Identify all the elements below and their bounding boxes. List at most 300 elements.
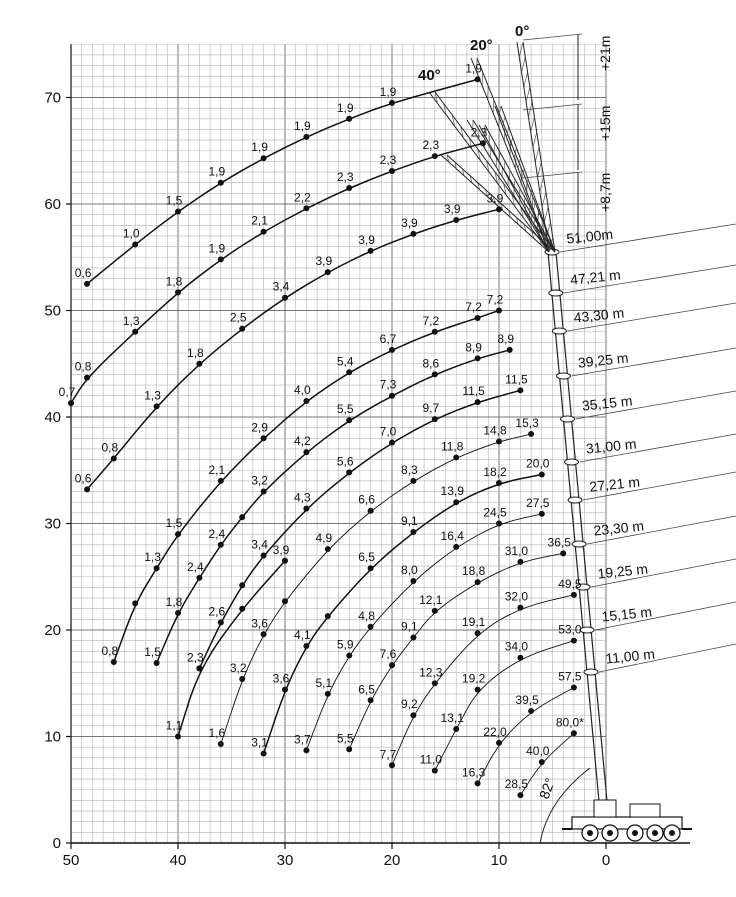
load-value-label: 13,9: [440, 484, 464, 499]
x-tick-label: 30: [276, 852, 294, 869]
load-value-label: 22,0: [483, 724, 507, 739]
load-value-label: 0,8: [101, 643, 119, 658]
boom-length-label: 43,30 m: [572, 304, 625, 326]
load-value-label: 5,4: [336, 354, 354, 369]
jib-short-lattice: [504, 161, 505, 170]
load-point: [303, 747, 309, 753]
load-point: [346, 469, 352, 475]
load-point: [261, 489, 267, 495]
boom-length-label: 19,25 m: [596, 560, 649, 582]
load-value-label: 36,5: [547, 535, 571, 550]
load-value-label: 11,8: [440, 439, 464, 454]
load-point: [539, 472, 545, 478]
load-value-label: 3,9: [358, 232, 375, 247]
load-value-label: 12,3: [419, 665, 443, 680]
boom-length-label: 31,00 m: [585, 435, 638, 457]
load-value-label: 1,0: [122, 226, 140, 241]
load-point: [475, 76, 481, 82]
load-value-label: 1,5: [144, 645, 161, 660]
load-value-label: 2,4: [187, 559, 204, 574]
boom-length-label: 51,00m: [565, 225, 614, 247]
load-point: [218, 741, 224, 747]
load-point: [453, 499, 459, 505]
load-point: [282, 598, 288, 604]
load-point: [282, 558, 288, 564]
load-value-label: 9,1: [401, 619, 418, 634]
load-point: [303, 449, 309, 455]
load-value-label: 4,8: [358, 608, 375, 623]
load-point: [453, 454, 459, 460]
load-point: [261, 155, 267, 161]
jib-angle-label: 0°: [515, 23, 530, 40]
load-value-label: 7,2: [486, 292, 504, 307]
boom-section-joint: [552, 328, 566, 334]
load-value-label: 1,5: [165, 193, 183, 208]
load-value-label: 7,2: [422, 313, 440, 328]
load-value-label: 8,9: [465, 340, 482, 355]
y-tick-label: 50: [44, 302, 61, 320]
load-value-label: 2,3: [422, 138, 440, 153]
truck-hub: [652, 830, 658, 836]
load-value-label: 1,3: [144, 550, 161, 565]
load-value-label: 3,4: [251, 537, 268, 552]
boom-length-label: 15,15 m: [600, 603, 653, 625]
load-value-label: 2,3: [470, 125, 488, 140]
load-point: [475, 780, 481, 786]
load-value-label: 16,4: [440, 528, 464, 543]
boom-section-joint: [568, 497, 582, 503]
load-value-label: 1,3: [122, 313, 140, 328]
x-tick-label: 20: [383, 852, 401, 869]
load-value-label: 11,5: [462, 384, 485, 399]
load-value-label: 1,9: [208, 164, 226, 179]
load-value-label: 3,7: [294, 732, 311, 747]
load-point: [475, 579, 481, 585]
jib-0deg-lattice: [522, 57, 526, 72]
load-value-label: 7,6: [379, 647, 397, 662]
load-value-label: 1,9: [251, 140, 268, 155]
load-value-label: 11,0: [419, 752, 443, 767]
load-point: [175, 531, 181, 537]
boom-section-joint: [572, 541, 586, 547]
load-point: [389, 393, 395, 399]
y-tick-label: 20: [44, 622, 61, 639]
jib-short-lattice: [489, 134, 490, 143]
load-point: [175, 208, 181, 214]
load-point: [410, 231, 416, 237]
load-point: [453, 544, 459, 550]
load-point: [368, 624, 374, 630]
load-point: [303, 506, 309, 512]
load-point: [410, 634, 416, 640]
load-value-label: 7,2: [465, 299, 482, 314]
load-curve: [87, 209, 499, 489]
load-point: [432, 608, 438, 614]
load-value-label: 53,0: [558, 622, 582, 637]
load-point: [346, 417, 352, 423]
boom-length-label: 11,00 m: [604, 645, 656, 667]
load-point: [475, 630, 481, 636]
boom-section-joint: [549, 290, 563, 296]
chart-grid: [71, 44, 606, 843]
load-value-label: 1,8: [165, 594, 183, 609]
load-value-label: 2,2: [294, 190, 311, 205]
truck-hub: [587, 830, 593, 836]
load-value-label: 0,6: [74, 265, 92, 280]
jib-extension-label: +8,7m: [597, 172, 613, 212]
y-tick-label: 30: [44, 515, 61, 533]
load-value-label: 1,9: [294, 118, 311, 133]
load-point: [325, 546, 331, 552]
load-point: [496, 308, 502, 314]
jib-extension-label: +15m: [597, 105, 613, 141]
load-point: [475, 399, 481, 405]
load-value-label: 11,5: [505, 372, 528, 387]
load-value-label: 1,9: [379, 84, 397, 99]
load-point: [368, 697, 374, 703]
load-point: [475, 687, 481, 693]
y-tick-label: 10: [44, 728, 61, 746]
load-point: [346, 185, 352, 191]
load-value-label: 3,1: [251, 735, 268, 750]
load-value-label: 3,2: [251, 473, 268, 488]
x-tick-label: 10: [490, 852, 508, 869]
load-value-label: 57,5: [558, 669, 582, 684]
load-value-label: 12,1: [419, 592, 443, 607]
boom-section-joint: [584, 669, 598, 675]
boom-section-joint: [580, 627, 594, 633]
load-value-label: 19,2: [461, 671, 486, 686]
load-value-label: 1,8: [165, 274, 183, 289]
load-point: [239, 326, 245, 332]
load-point: [475, 315, 481, 321]
y-tick-label: 40: [44, 409, 61, 426]
x-tick-label: 0: [601, 852, 611, 869]
load-point: [528, 708, 534, 714]
load-point: [84, 375, 90, 381]
load-value-label: 27,5: [526, 495, 550, 510]
boom-section-joint: [557, 373, 571, 379]
boom-length-label: 39,25 m: [577, 349, 630, 371]
boom-length-label: 47,21 m: [569, 266, 622, 288]
boom-length-label: 23,30 m: [592, 517, 645, 539]
load-point: [175, 610, 181, 616]
chart-labels: [59, 23, 656, 801]
boom-section-joint: [561, 416, 575, 422]
load-value-label: 15,3: [515, 416, 539, 431]
load-point: [496, 740, 502, 746]
load-point: [111, 456, 117, 462]
load-value-label: 3,9: [401, 215, 418, 230]
load-point: [84, 486, 90, 492]
load-point: [507, 347, 513, 353]
load-point: [303, 205, 309, 211]
load-point: [539, 511, 545, 517]
load-point: [325, 691, 331, 697]
load-point: [571, 592, 577, 598]
load-point: [111, 659, 117, 665]
load-value-label: 40,0: [526, 744, 550, 759]
truck-superstructure: [630, 804, 660, 817]
load-value-label: 1,9: [336, 100, 354, 115]
load-point: [432, 768, 438, 774]
load-point: [432, 329, 438, 335]
load-value-label: 80,0*: [555, 715, 584, 730]
load-value-label: 6,7: [379, 331, 397, 346]
load-value-label: 3,4: [272, 279, 290, 294]
load-value-label: 3,9: [486, 191, 504, 206]
load-point: [368, 565, 374, 571]
load-point: [517, 559, 523, 565]
jib-0deg-lattice: [524, 72, 528, 87]
load-value-label: 2,5: [229, 310, 247, 325]
load-point: [368, 248, 374, 254]
load-point: [132, 241, 138, 247]
load-value-label: 7,0: [379, 424, 397, 439]
load-value-label: 28,5: [504, 777, 529, 792]
load-point: [261, 552, 267, 558]
load-value-label: 49,5: [558, 576, 582, 591]
load-point: [346, 369, 352, 375]
load-value-label: 8,9: [497, 331, 515, 346]
chart-axes: [44, 44, 690, 869]
load-point: [239, 514, 245, 520]
load-value-label: 4,0: [294, 383, 311, 398]
load-point: [571, 685, 577, 691]
load-point: [261, 435, 267, 441]
load-value-label: 1,9: [208, 241, 226, 256]
load-value-label: 3,2: [229, 660, 247, 675]
jib-0deg-lattice: [526, 87, 530, 102]
load-value-label: 14,8: [483, 423, 507, 438]
load-value-label: 34,0: [504, 639, 529, 654]
y-tick-label: 0: [52, 835, 61, 852]
load-value-label: 20,0: [526, 456, 550, 471]
load-point: [282, 687, 288, 693]
load-value-label: 1,9: [465, 61, 482, 76]
boom-length-label: 27,21 m: [588, 473, 641, 495]
load-point: [218, 620, 224, 626]
load-point: [196, 575, 202, 581]
load-value-label: 2,3: [379, 152, 397, 167]
load-point: [453, 217, 459, 223]
load-point: [325, 613, 331, 619]
load-point: [539, 759, 545, 765]
load-value-label: 18,8: [461, 564, 486, 579]
load-point: [261, 751, 267, 757]
load-value-label: 1,6: [208, 725, 226, 740]
truck-hub: [669, 830, 675, 836]
load-point: [239, 582, 245, 588]
load-curve: [71, 143, 483, 403]
jib-20deg-lower-lattice: [518, 158, 520, 168]
load-value-label: 1,1: [165, 718, 183, 733]
load-point: [560, 550, 566, 556]
load-point: [517, 655, 523, 661]
load-value-label: 5,6: [336, 454, 354, 469]
truck-cab: [594, 800, 616, 817]
x-tick-label: 50: [62, 852, 80, 869]
load-point: [282, 295, 288, 301]
load-value-label: 1,8: [187, 345, 204, 360]
load-point: [346, 653, 352, 659]
load-value-label: 2,4: [208, 526, 226, 541]
boom-section-joint: [565, 459, 579, 465]
load-point: [389, 168, 395, 174]
load-point: [496, 480, 502, 486]
load-point: [410, 712, 416, 718]
load-point: [496, 438, 502, 444]
jib-0deg-lattice: [535, 147, 539, 162]
load-point: [496, 521, 502, 527]
load-value-label: 9,2: [401, 697, 418, 712]
load-point: [175, 734, 181, 740]
load-value-label: 2,3: [187, 650, 204, 665]
load-point: [303, 134, 309, 140]
boom-length-label: 35,15 m: [581, 392, 634, 414]
load-value-label: 32,0: [504, 589, 529, 604]
boom-angle-label: 82°: [535, 775, 559, 802]
load-value-label: 18,2: [483, 465, 507, 480]
load-point: [154, 403, 160, 409]
jib-0deg-lattice: [542, 192, 546, 207]
load-value-label: 7,3: [379, 377, 397, 392]
load-point: [517, 792, 523, 798]
jib-extension-label: +21m: [597, 35, 613, 71]
extension-dimension-tick: [523, 34, 582, 40]
load-value-label: 4,1: [294, 627, 311, 642]
load-point: [475, 355, 481, 361]
load-point: [410, 578, 416, 584]
load-point: [154, 565, 160, 571]
load-value-label: 5,5: [336, 731, 354, 746]
load-point: [453, 726, 459, 732]
load-value-label: 13,1: [440, 711, 464, 726]
load-curve: [435, 641, 574, 771]
load-point: [196, 361, 202, 367]
load-value-label: 7,7: [379, 747, 397, 762]
load-point: [239, 676, 245, 682]
load-value-label: 5,1: [315, 675, 333, 690]
load-value-label: 0,6: [74, 471, 92, 486]
load-point: [410, 529, 416, 535]
load-value-label: 2,6: [208, 604, 226, 619]
truck-hub: [632, 830, 638, 836]
load-value-label: 5,5: [336, 402, 354, 417]
load-point: [432, 416, 438, 422]
jib-0deg-lattice: [538, 162, 542, 177]
load-value-label: 3,6: [272, 671, 290, 686]
load-point: [389, 100, 395, 106]
load-value-label: 16,3: [461, 765, 486, 780]
load-point: [68, 400, 74, 406]
load-value-label: 8,0: [401, 563, 418, 578]
load-point: [389, 347, 395, 353]
load-point: [368, 508, 374, 514]
load-point: [218, 256, 224, 262]
load-value-label: 0,8: [101, 440, 119, 455]
load-point: [528, 431, 534, 437]
load-point: [389, 762, 395, 768]
load-value-label: 4,3: [294, 490, 311, 505]
load-point: [303, 643, 309, 649]
load-point: [432, 371, 438, 377]
load-value-label: 6,6: [358, 492, 375, 507]
load-point: [218, 180, 224, 186]
load-value-label: 8,3: [401, 462, 418, 477]
jib-angle-label: 40°: [418, 67, 441, 84]
load-value-label: 2,1: [251, 213, 268, 228]
load-point: [517, 387, 523, 393]
load-point: [261, 631, 267, 637]
load-point: [218, 478, 224, 484]
load-point: [432, 153, 438, 159]
load-point: [132, 329, 138, 335]
load-point: [218, 542, 224, 548]
load-point: [175, 289, 181, 295]
load-point: [325, 269, 331, 275]
load-point: [496, 206, 502, 212]
load-value-label: 9,1: [401, 514, 418, 529]
load-value-label: 2,1: [208, 462, 226, 477]
load-point: [346, 746, 352, 752]
x-tick-label: 40: [169, 852, 187, 869]
load-value-label: 8,6: [422, 356, 440, 371]
y-tick-label: 70: [44, 89, 61, 107]
load-point: [346, 116, 352, 122]
load-point: [196, 665, 202, 671]
load-value-label: 2,3: [336, 170, 354, 185]
load-point: [154, 660, 160, 666]
load-value-label: 24,5: [483, 505, 507, 520]
y-tick-label: 60: [44, 196, 61, 213]
jib-angle-label: 20°: [470, 37, 493, 54]
load-value-label: 6,5: [358, 550, 375, 565]
load-value-label: 4,9: [315, 531, 333, 546]
load-value-label: 5,9: [336, 637, 354, 652]
load-point: [432, 680, 438, 686]
load-value-label: 39,5: [515, 692, 539, 707]
load-value-label: 6,5: [358, 682, 375, 697]
load-value-label: 4,2: [294, 434, 311, 449]
load-point: [389, 662, 395, 668]
load-value-label: 3,6: [251, 616, 268, 631]
load-value-label: 3,9: [315, 254, 333, 269]
load-value-label: 0,7: [58, 385, 76, 400]
load-value-label: 31,0: [504, 543, 529, 558]
load-value-label: 19,1: [461, 615, 486, 630]
load-value-label: 2,9: [251, 420, 268, 435]
load-value-label: 3,9: [272, 542, 290, 557]
load-point: [261, 229, 267, 235]
load-value-label: 0,8: [74, 359, 92, 374]
truck-hub: [607, 830, 613, 836]
load-value-label: 1,3: [144, 388, 161, 403]
load-point: [389, 440, 395, 446]
load-value-label: 9,7: [422, 401, 440, 416]
load-point: [132, 600, 138, 606]
load-point: [303, 398, 309, 404]
load-point: [410, 478, 416, 484]
load-point: [571, 730, 577, 736]
load-point: [239, 606, 245, 612]
load-point: [517, 605, 523, 611]
load-point: [571, 638, 577, 644]
load-value-label: 1,5: [165, 516, 183, 531]
load-point: [84, 281, 90, 287]
load-value-label: 3,9: [443, 201, 461, 216]
load-point: [480, 140, 486, 146]
